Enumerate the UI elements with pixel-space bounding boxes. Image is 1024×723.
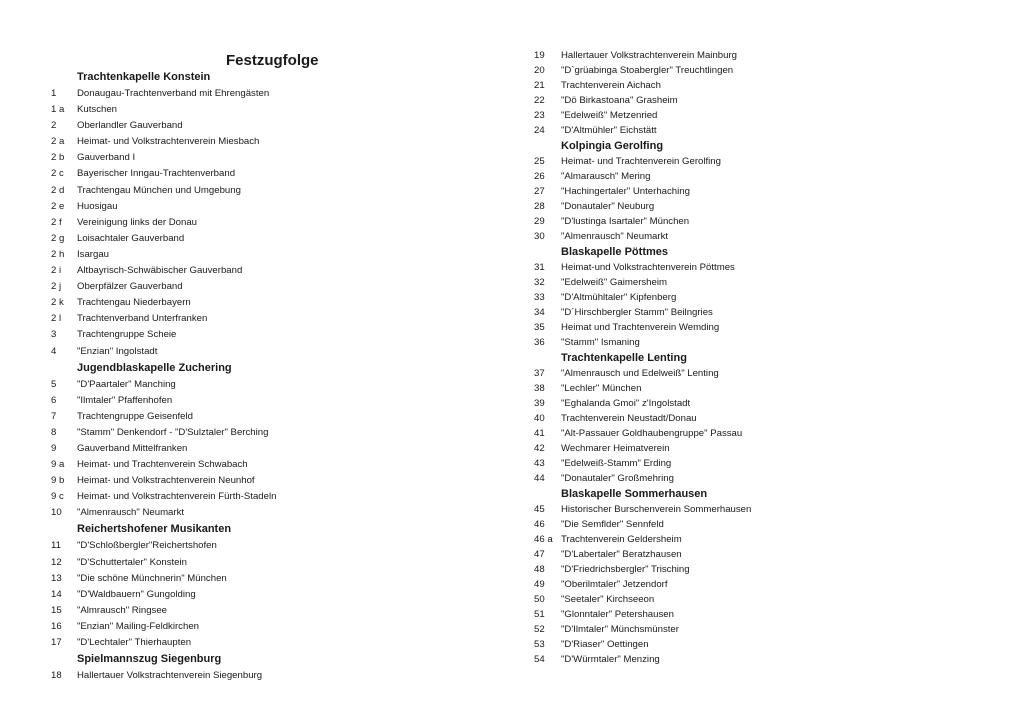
list-item <box>51 491 481 507</box>
entry-number: 25 <box>534 156 545 167</box>
list-item <box>51 168 481 184</box>
entry-number: 36 <box>534 337 545 348</box>
entry-number: 39 <box>534 398 545 409</box>
entry-number: 35 <box>534 322 545 333</box>
entry-name: "Enzian" Ingolstadt <box>77 345 158 357</box>
group-header-label: Jugendblaskapelle Zuchering <box>77 361 232 374</box>
entry-number: 6 <box>51 394 57 406</box>
list-item <box>51 265 481 281</box>
entry-name: Trachtenverein Geldersheim <box>561 534 682 545</box>
group-header <box>51 653 481 670</box>
entry-name: "D'Schloßbergler"Reichertshofen <box>77 540 217 552</box>
entry-number: 2 e <box>51 200 65 212</box>
entry-name: Heimat- und Volkstrachtenverein Fürth-Stadeln <box>77 491 277 503</box>
list-item <box>51 637 481 653</box>
entry-name: "Donautaler" Großmehring <box>561 473 674 484</box>
list-item <box>534 277 1004 292</box>
group-header-label: Trachtenkapelle Konstein <box>77 71 211 83</box>
list-item <box>51 185 481 201</box>
entry-name: "Ilmtaler" Pfaffenhofen <box>77 394 173 406</box>
entry-number: 37 <box>534 368 545 379</box>
entry-number: 52 <box>534 624 545 635</box>
list-item <box>51 104 481 120</box>
entry-name: "D'Schuttertaler" Konstein <box>77 556 187 568</box>
entry-name: "D'Lechtaler" Thierhaupten <box>77 637 192 648</box>
group-header <box>51 362 481 379</box>
page-title: Festzugfolge <box>226 52 319 69</box>
entry-number: 33 <box>534 292 545 303</box>
entry-number: 2 k <box>51 297 64 309</box>
entry-number: 42 <box>534 443 545 454</box>
list-item <box>51 297 481 313</box>
entry-number: 8 <box>51 426 57 438</box>
entry-number: 2 g <box>51 232 65 244</box>
entry-number: 24 <box>534 125 545 136</box>
entry-name: "Lechler" München <box>561 383 642 394</box>
entry-name: Isargau <box>77 248 109 260</box>
list-item <box>534 171 1004 186</box>
list-item <box>534 534 1004 549</box>
list-item <box>534 428 1004 443</box>
list-item <box>51 475 481 491</box>
entry-number: 26 <box>534 171 545 182</box>
entry-name: Kutschen <box>77 104 118 116</box>
entry-number: 29 <box>534 216 545 227</box>
entry-name: Loisachtaler Gauverband <box>77 232 185 244</box>
entry-name: "Stamm" Ismaning <box>561 337 640 348</box>
entry-name: "Almenrausch" Neumarkt <box>561 231 669 242</box>
entry-number: 1 a <box>51 104 65 116</box>
entry-name: "D`grüabinga Stoabergler" Treuchtlingen <box>561 65 734 76</box>
entry-number: 2 c <box>51 168 64 180</box>
entry-number: 2 j <box>51 281 62 293</box>
entry-name: Oberlandler Gauverband <box>77 120 183 132</box>
entry-name: "Hachingertaler" Unterhaching <box>561 186 690 197</box>
entry-number: 9 c <box>51 491 64 503</box>
list-item <box>534 95 1004 110</box>
entry-number: 2 l <box>51 313 62 325</box>
entry-number: 18 <box>51 670 62 682</box>
entry-number: 9 b <box>51 475 65 487</box>
entry-name: "D'lustinga Isartaler" München <box>561 216 690 227</box>
entry-name: "Glonntaler" Petershausen <box>561 609 674 620</box>
list-item <box>534 594 1004 609</box>
list-item <box>534 80 1004 95</box>
list-item <box>534 231 1004 246</box>
entry-number: 22 <box>534 95 545 106</box>
list-item <box>534 609 1004 624</box>
entry-name: Trachtenverein Aichach <box>561 80 661 91</box>
entry-number: 13 <box>51 572 62 584</box>
entry-name: "Almrausch" Ringsee <box>77 604 167 616</box>
list-item <box>51 281 481 297</box>
entry-number: 19 <box>534 50 545 61</box>
entry-name: Trachtengau Niederbayern <box>77 297 191 309</box>
entry-name: Wechmarer Heimatverein <box>561 443 670 454</box>
entry-name: Trachtengruppe Geisenfeld <box>77 410 193 422</box>
entry-number: 34 <box>534 307 545 318</box>
entry-number: 21 <box>534 80 545 91</box>
entry-name: "D'Altmühler" Eichstätt <box>561 125 657 136</box>
list-item <box>51 395 481 411</box>
left-column <box>51 71 481 686</box>
entry-number: 4 <box>51 345 57 357</box>
list-item <box>51 201 481 217</box>
list-item <box>51 313 481 329</box>
list-item <box>534 654 1004 669</box>
list-item <box>51 233 481 249</box>
entry-number: 46 a <box>534 534 553 545</box>
list-item <box>534 65 1004 80</box>
list-item <box>51 427 481 443</box>
entry-number: 15 <box>51 604 62 616</box>
entry-name: Trachtengruppe Scheie <box>77 329 177 341</box>
entry-name: Gauverband Mittelfranken <box>77 442 188 454</box>
entry-number: 2 i <box>51 265 62 277</box>
entry-name: Heimat- und Trachtenverein Gerolfing <box>561 156 721 167</box>
list-item <box>534 624 1004 639</box>
entry-number: 27 <box>534 186 545 197</box>
list-item <box>51 573 481 589</box>
list-item <box>534 383 1004 398</box>
entry-name: Gauverband I <box>77 152 136 164</box>
entry-number: 46 <box>534 519 545 530</box>
entry-name: "Oberilmtaler" Jetzendorf <box>561 579 668 590</box>
group-header <box>534 488 1004 504</box>
list-item <box>51 329 481 345</box>
group-header <box>51 523 481 540</box>
group-header <box>534 246 1004 262</box>
entry-number: 50 <box>534 594 545 605</box>
entry-number: 47 <box>534 549 545 560</box>
entry-name: "Stamm" Denkendorf - "D'Sulztaler" Berching <box>77 426 269 438</box>
entry-name: "D'Friedrichsbergler" Trisching <box>561 564 690 575</box>
entry-number: 43 <box>534 458 545 469</box>
list-item <box>51 589 481 605</box>
entry-name: "Edelweiß-Stamm" Erding <box>561 458 672 469</box>
entry-number: 2 d <box>51 184 65 196</box>
entry-name: Bayerischer Inngau-Trachtenverband <box>77 168 236 180</box>
entry-number: 5 <box>51 378 57 390</box>
list-item <box>534 519 1004 534</box>
list-item <box>534 337 1004 352</box>
entry-name: "D´Hirschbergler Stamm" Beilngries <box>561 307 713 318</box>
entry-number: 48 <box>534 564 545 575</box>
list-item <box>51 670 481 686</box>
entry-number: 9 a <box>51 459 65 471</box>
list-item <box>51 411 481 427</box>
list-item <box>534 639 1004 654</box>
entry-number: 2 <box>51 120 57 132</box>
list-item <box>534 292 1004 307</box>
list-item <box>534 322 1004 337</box>
entry-number: 44 <box>534 473 545 484</box>
list-item <box>51 557 481 573</box>
entry-number: 49 <box>534 579 545 590</box>
entry-name: "Die Semflder" Sennfeld <box>561 519 664 530</box>
list-item <box>534 156 1004 171</box>
list-item <box>534 458 1004 473</box>
list-item <box>534 307 1004 322</box>
entry-number: 51 <box>534 609 545 620</box>
entry-name: "Enzian" Mailing-Feldkirchen <box>77 620 199 632</box>
entry-number: 38 <box>534 383 545 394</box>
list-item <box>534 216 1004 231</box>
entry-name: "D'Riaser" Oettingen <box>561 639 649 650</box>
entry-number: 20 <box>534 65 545 76</box>
entry-name: Altbayrisch-Schwäbischer Gauverband <box>77 265 243 277</box>
entry-number: 9 <box>51 442 57 454</box>
entry-name: Huosigau <box>77 200 118 212</box>
entry-name: "Alt-Passauer Goldhaubengruppe" Passau <box>561 428 743 439</box>
entry-name: "Almarausch" Mering <box>561 171 651 182</box>
entry-name: Heimat-und Volkstrachtenverein Pöttmes <box>561 262 735 273</box>
list-item <box>51 459 481 475</box>
entry-number: 45 <box>534 504 545 515</box>
entry-name: "D'Labertaler" Beratzhausen <box>561 549 682 560</box>
entry-number: 17 <box>51 637 62 648</box>
entry-number: 2 h <box>51 248 65 260</box>
entry-name: Historischer Burschenverein Sommerhausen <box>561 504 752 515</box>
list-item <box>534 579 1004 594</box>
entry-name: "Die schöne Münchnerin" München <box>77 572 227 584</box>
list-item <box>51 120 481 136</box>
entry-number: 40 <box>534 413 545 424</box>
entry-name: Trachtengau München und Umgebung <box>77 184 241 196</box>
list-item <box>534 504 1004 519</box>
group-header <box>534 352 1004 368</box>
entry-name: Hallertauer Volkstrachtenverein Mainburg <box>561 50 737 61</box>
list-item <box>534 443 1004 458</box>
entry-number: 12 <box>51 556 62 568</box>
list-item <box>534 110 1004 125</box>
entry-number: 31 <box>534 262 545 273</box>
entry-name: "D'Waldbauern" Gungolding <box>77 588 196 600</box>
entry-number: 10 <box>51 507 62 519</box>
group-header-label: Spielmannszug Siegenburg <box>77 653 222 666</box>
group-header-label: Reichertshofener Musikanten <box>77 523 232 536</box>
entry-number: 3 <box>51 329 57 341</box>
entry-number: 53 <box>534 639 545 650</box>
list-item <box>51 621 481 637</box>
list-item <box>51 136 481 152</box>
entry-number: 1 <box>51 88 57 99</box>
entry-name: "Eghalanda Gmoi" z'Ingolstadt <box>561 398 691 409</box>
list-item <box>534 564 1004 579</box>
list-item <box>534 50 1004 65</box>
list-item <box>51 507 481 523</box>
entry-number: 2 f <box>51 216 62 228</box>
list-item <box>51 217 481 233</box>
entry-name: "Edelweiß" Gaimersheim <box>561 277 667 288</box>
list-item <box>51 605 481 621</box>
group-header-label: Trachtenkapelle Lenting <box>561 352 687 364</box>
right-column <box>534 50 1004 669</box>
group-header-label: Blaskapelle Sommerhausen <box>561 488 708 500</box>
entry-name: Donaugau-Trachtenverband mit Ehrengästen <box>77 88 270 99</box>
entry-name: "D'Paartaler" Manching <box>77 378 176 390</box>
list-item <box>534 201 1004 216</box>
entry-number: 7 <box>51 410 57 422</box>
group-header <box>51 71 481 88</box>
list-item <box>51 249 481 265</box>
list-item <box>534 262 1004 277</box>
entry-name: Oberpfälzer Gauverband <box>77 281 183 293</box>
entry-name: "D'Würmtaler" Menzing <box>561 654 660 665</box>
entry-name: Hallertauer Volkstrachtenverein Siegenburg <box>77 670 263 682</box>
group-header <box>534 140 1004 156</box>
list-item <box>534 186 1004 201</box>
entry-name: "D'Altmühltaler" Kipfenberg <box>561 292 677 303</box>
entry-number: 30 <box>534 231 545 242</box>
entry-name: Heimat und Trachtenverein Wemding <box>561 322 720 333</box>
entry-name: Heimat- und Volkstrachtenverein Neunhof <box>77 475 255 487</box>
entry-number: 2 a <box>51 136 65 148</box>
entry-name: "Edelweiß" Metzenried <box>561 110 658 121</box>
entry-number: 2 b <box>51 152 65 164</box>
entry-name: Trachtenverband Unterfranken <box>77 313 208 325</box>
entry-name: "Almenrausch und Edelweiß" Lenting <box>561 368 719 379</box>
list-item <box>51 379 481 395</box>
entry-number: 28 <box>534 201 545 212</box>
list-item <box>51 540 481 556</box>
entry-name: "D'Ilmtaler" Münchsmünster <box>561 624 679 635</box>
entry-number: 23 <box>534 110 545 121</box>
entry-name: "Almenrausch" Neumarkt <box>77 507 185 519</box>
list-item <box>534 413 1004 428</box>
entry-number: 16 <box>51 620 62 632</box>
list-item <box>534 398 1004 413</box>
entry-name: Trachtenverein Neustadt/Donau <box>561 413 697 424</box>
list-item <box>534 473 1004 488</box>
entry-number: 14 <box>51 588 62 600</box>
group-header-label: Kolpingia Gerolfing <box>561 140 664 152</box>
list-item <box>51 152 481 168</box>
list-item <box>534 549 1004 564</box>
entry-name: "Donautaler" Neuburg <box>561 201 655 212</box>
entry-name: Heimat- und Volkstrachtenverein Miesbach <box>77 136 260 148</box>
list-item <box>51 443 481 459</box>
entry-name: Vereinigung links der Donau <box>77 216 198 228</box>
list-item <box>534 125 1004 140</box>
entry-name: "Seetaler" Kirchseeon <box>561 594 655 605</box>
entry-name: "Dö Birkastoana" Grasheim <box>561 95 678 106</box>
entry-number: 41 <box>534 428 545 439</box>
entry-number: 11 <box>51 540 61 552</box>
entry-number: 32 <box>534 277 545 288</box>
entry-name: Heimat- und Trachtenverein Schwabach <box>77 459 248 471</box>
entry-number: 54 <box>534 654 545 665</box>
list-item <box>51 346 481 362</box>
group-header-label: Blaskapelle Pöttmes <box>561 246 668 258</box>
list-item <box>534 368 1004 383</box>
list-item <box>51 88 481 104</box>
